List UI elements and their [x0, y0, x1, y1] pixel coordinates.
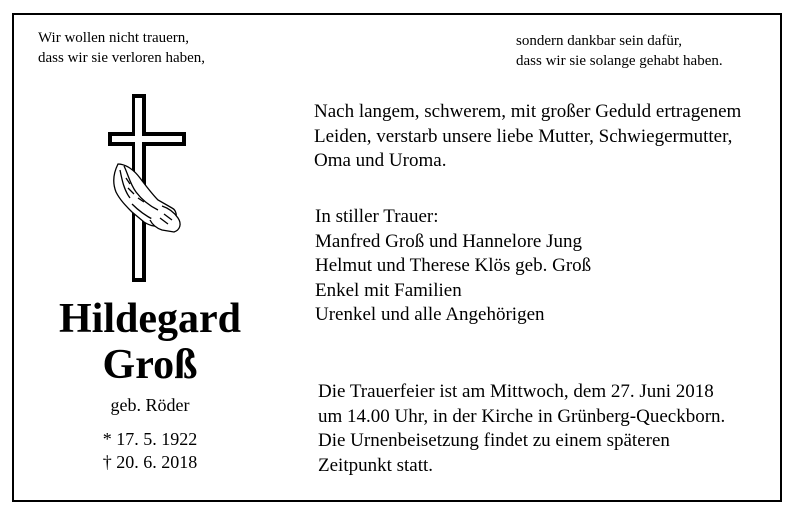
birth-date: * 17. 5. 1922: [102, 429, 198, 449]
quote-right: sondern dankbar sein dafür, dass wir sie solange gehabt haben.: [516, 33, 723, 69]
death-date: † 20. 6. 2018: [102, 452, 198, 472]
cross-with-praying-hands-icon: [102, 94, 197, 284]
mourner-line: Helmut und Therese Klös geb. Groß: [315, 255, 592, 276]
deceased-first-name: Hildegard: [58, 296, 241, 342]
death-announcement: Nach langem, schwerem, mit großer Geduld ertragenem Leiden, verstarb unsere liebe Mutter, Schwiegermutter, Oma und Uroma.: [314, 101, 742, 171]
mourners-heading: In stiller Trauer:: [315, 206, 439, 227]
mourner-line: Urenkel und alle Angehörigen: [315, 304, 545, 325]
mourner-line: Manfred Groß und Hannelore Jung: [315, 230, 582, 252]
funeral-info: Die Trauerfeier ist am Mittwoch, dem 27. Juni 2018 um 14.00 Uhr, in der Kirche in Grünberg-Queckborn. Die Urnenbeisetzung findet zu einem späteren Zeitpunkt statt.: [318, 381, 726, 476]
birth-name: geb. Röder: [110, 395, 190, 415]
deceased-last-name: Groß: [102, 342, 198, 388]
mourner-line: Enkel mit Familien: [315, 279, 462, 301]
praying-hands-icon: [114, 164, 180, 232]
mourners-block: [315, 205, 591, 328]
quote-left: Wir wollen nicht trauern, dass wir sie verloren haben,: [38, 30, 206, 66]
